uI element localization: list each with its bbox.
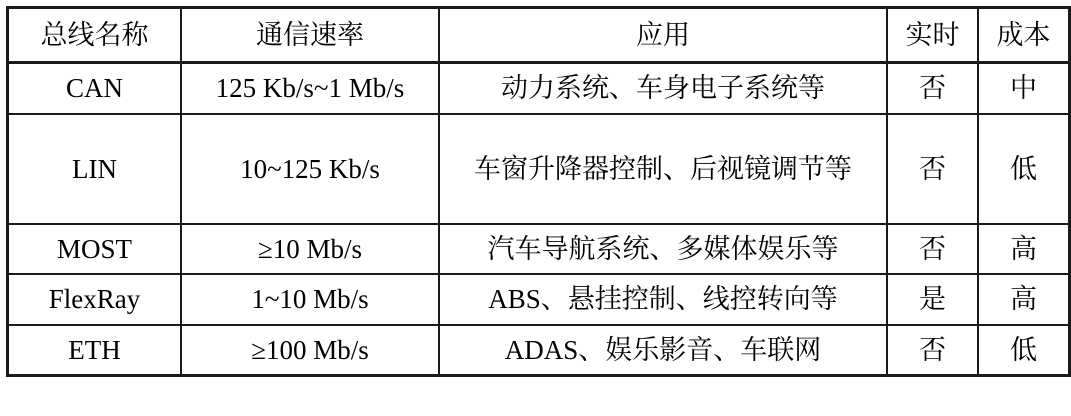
cell-cost: 低: [978, 114, 1070, 224]
cell-communication-rate: ≥100 Mb/s: [181, 325, 439, 376]
table-row: [8, 274, 1070, 324]
cell-communication-rate: 10~125 Kb/s: [181, 114, 439, 224]
column-header-application: 应用: [439, 8, 887, 63]
table-row: [8, 224, 1070, 274]
cell-bus-name: LIN: [8, 114, 182, 224]
cell-bus-name: CAN: [8, 63, 182, 114]
cell-cost: 低: [978, 325, 1070, 376]
column-header-cost: 成本: [978, 8, 1070, 63]
cell-realtime: 否: [887, 114, 978, 224]
cell-realtime: 否: [887, 325, 978, 376]
cell-realtime: 否: [887, 63, 978, 114]
table-row: [8, 63, 1070, 114]
table-row: [8, 325, 1070, 376]
cell-communication-rate: ≥10 Mb/s: [181, 224, 439, 274]
cell-bus-name: ETH: [8, 325, 182, 376]
column-header-communication-rate: 通信速率: [181, 8, 439, 63]
cell-bus-name: MOST: [8, 224, 182, 274]
column-header-bus-name: 总线名称: [8, 8, 182, 63]
cell-cost: 中: [978, 63, 1070, 114]
cell-cost: 高: [978, 274, 1070, 324]
cell-application: 车窗升降器控制、后视镜调节等: [439, 114, 887, 224]
cell-application: 动力系统、车身电子系统等: [439, 63, 887, 114]
cell-cost: 高: [978, 224, 1070, 274]
cell-communication-rate: 125 Kb/s~1 Mb/s: [181, 63, 439, 114]
cell-realtime: 是: [887, 274, 978, 324]
cell-application: ADAS、娱乐影音、车联网: [439, 325, 887, 376]
cell-realtime: 否: [887, 224, 978, 274]
table-header-row: [8, 8, 1070, 63]
cell-application: 汽车导航系统、多媒体娱乐等: [439, 224, 887, 274]
cell-application: ABS、悬挂控制、线控转向等: [439, 274, 887, 324]
cell-bus-name: FlexRay: [8, 274, 182, 324]
column-header-realtime: 实时: [887, 8, 978, 63]
cell-communication-rate: 1~10 Mb/s: [181, 274, 439, 324]
bus-comparison-table: [6, 6, 1071, 377]
table-row: [8, 114, 1070, 224]
